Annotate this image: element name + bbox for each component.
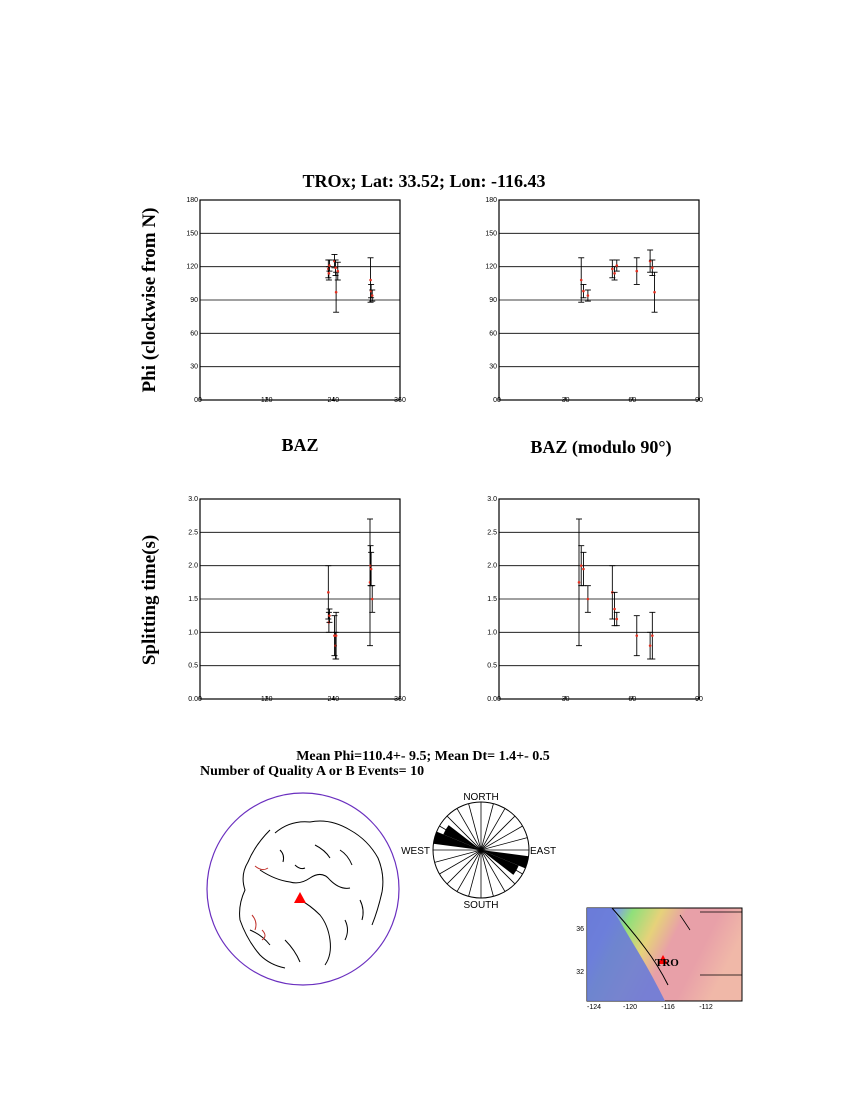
y-tick-label: 90 [489, 297, 497, 304]
data-point [651, 266, 654, 269]
y-tick-label: 0.5 [188, 662, 198, 670]
x-tick-label: 0 [198, 696, 202, 703]
data-point [653, 291, 656, 294]
inset-lon-tick: -116 [661, 1004, 675, 1011]
panel-dt-vs-baz [188, 496, 406, 703]
data-point [336, 270, 339, 273]
panel-phi-vs-baz-mod90 [485, 197, 703, 404]
y-tick-label: 0 [493, 397, 497, 404]
x-axis-label-baz-mod90: BAZ (modulo 90°) [530, 437, 672, 457]
y-tick-label: 3.0 [188, 496, 198, 503]
y-tick-label: 120 [186, 263, 198, 271]
rose-label-north: NORTH [463, 792, 499, 803]
y-tick-label: 2.5 [188, 529, 198, 537]
y-tick-label: 2.0 [487, 562, 497, 570]
globe-map [207, 793, 399, 985]
x-tick-label: 120 [260, 696, 273, 703]
inset-lon-tick: -120 [622, 1004, 638, 1011]
x-tick-label: 360 [394, 397, 406, 404]
data-point [328, 272, 331, 275]
inset-lon-tick: -124 [586, 1004, 602, 1011]
stats-mean-line: Mean Phi=110.4+- 9.5; Mean Dt= 1.4+- 0.5 [296, 749, 550, 764]
x-tick-label: 90 [695, 397, 703, 404]
x-tick-label: 0 [198, 397, 202, 404]
rose-label-south: SOUTH [463, 900, 499, 911]
y-tick-label: 30 [190, 363, 198, 371]
data-point [613, 608, 616, 611]
data-point [371, 294, 374, 297]
inset-lon-tick: -112 [699, 1004, 713, 1011]
x-tick-label: 120 [260, 397, 273, 404]
y-tick-label: 3.0 [487, 496, 497, 503]
y-axis-label-dt: Splitting time(s) [139, 534, 160, 666]
x-tick-label: 30 [561, 696, 570, 703]
data-point [370, 568, 373, 571]
y-tick-label: 2.0 [188, 562, 198, 570]
figure-title: TROx; Lat: 33.52; Lon: -116.43 [302, 171, 546, 191]
y-tick-label: 150 [186, 230, 198, 238]
data-point [578, 581, 581, 584]
y-tick-label: 0 [194, 397, 198, 404]
data-point [328, 264, 331, 267]
data-point [371, 598, 374, 601]
data-point [635, 270, 638, 273]
x-tick-label: 240 [327, 397, 340, 404]
y-tick-label: 0.0 [487, 696, 497, 703]
rose-label-west: WEST [401, 846, 430, 857]
data-point [613, 272, 616, 275]
y-tick-label: 60 [489, 330, 497, 338]
y-tick-label: 0.0 [188, 696, 198, 703]
x-tick-label: 0 [497, 696, 501, 703]
y-tick-label: 120 [485, 263, 497, 271]
x-tick-label: 90 [695, 696, 703, 703]
inset-lat-tick: 36 [576, 926, 584, 933]
y-tick-label: 150 [485, 230, 497, 238]
y-tick-label: 0.5 [487, 662, 497, 670]
y-tick-label: 180 [186, 197, 198, 204]
y-tick-label: 1.5 [188, 596, 198, 603]
data-point [649, 644, 652, 647]
data-point [587, 598, 590, 601]
data-point [580, 564, 583, 567]
x-tick-label: 240 [327, 696, 340, 703]
data-point [615, 264, 618, 267]
x-tick-label: 60 [628, 397, 637, 404]
x-tick-label: 30 [561, 397, 570, 404]
x-axis-label-baz: BAZ [281, 435, 319, 455]
panel-dt-vs-baz-mod90 [487, 496, 703, 703]
x-tick-label: 0 [497, 397, 501, 404]
y-tick-label: 1.0 [487, 629, 497, 637]
y-tick-label: 1.0 [188, 629, 198, 637]
y-tick-label: 2.5 [487, 529, 497, 537]
data-point [582, 290, 585, 293]
data-point [587, 294, 590, 297]
panel-phi-vs-baz [186, 197, 406, 404]
x-tick-label: 60 [628, 696, 637, 703]
data-point [580, 279, 583, 282]
data-point [651, 634, 654, 637]
inset-topo-map [576, 908, 742, 1011]
rose-label-east: EAST [530, 846, 557, 857]
data-point [611, 268, 614, 271]
data-point [582, 568, 585, 571]
data-point [615, 618, 618, 621]
y-tick-label: 30 [489, 363, 497, 371]
x-tick-label: 360 [394, 696, 406, 703]
y-tick-label: 1.5 [487, 596, 497, 603]
y-axis-label-phi: Phi (clockwise from N) [139, 207, 160, 393]
y-tick-label: 180 [485, 197, 497, 204]
data-point [334, 266, 337, 269]
rose-diagram [401, 792, 556, 911]
inset-lat-tick: 32 [576, 969, 584, 976]
data-point [635, 634, 638, 637]
data-point [328, 614, 331, 617]
y-tick-label: 90 [190, 297, 198, 304]
data-point [369, 279, 372, 282]
y-tick-label: 60 [190, 330, 198, 338]
data-point [335, 634, 338, 637]
data-point [327, 591, 330, 594]
stats-count-line: Number of Quality A or B Events= 10 [200, 764, 425, 779]
inset-station-label: TRO [655, 957, 679, 969]
data-point [335, 291, 338, 294]
